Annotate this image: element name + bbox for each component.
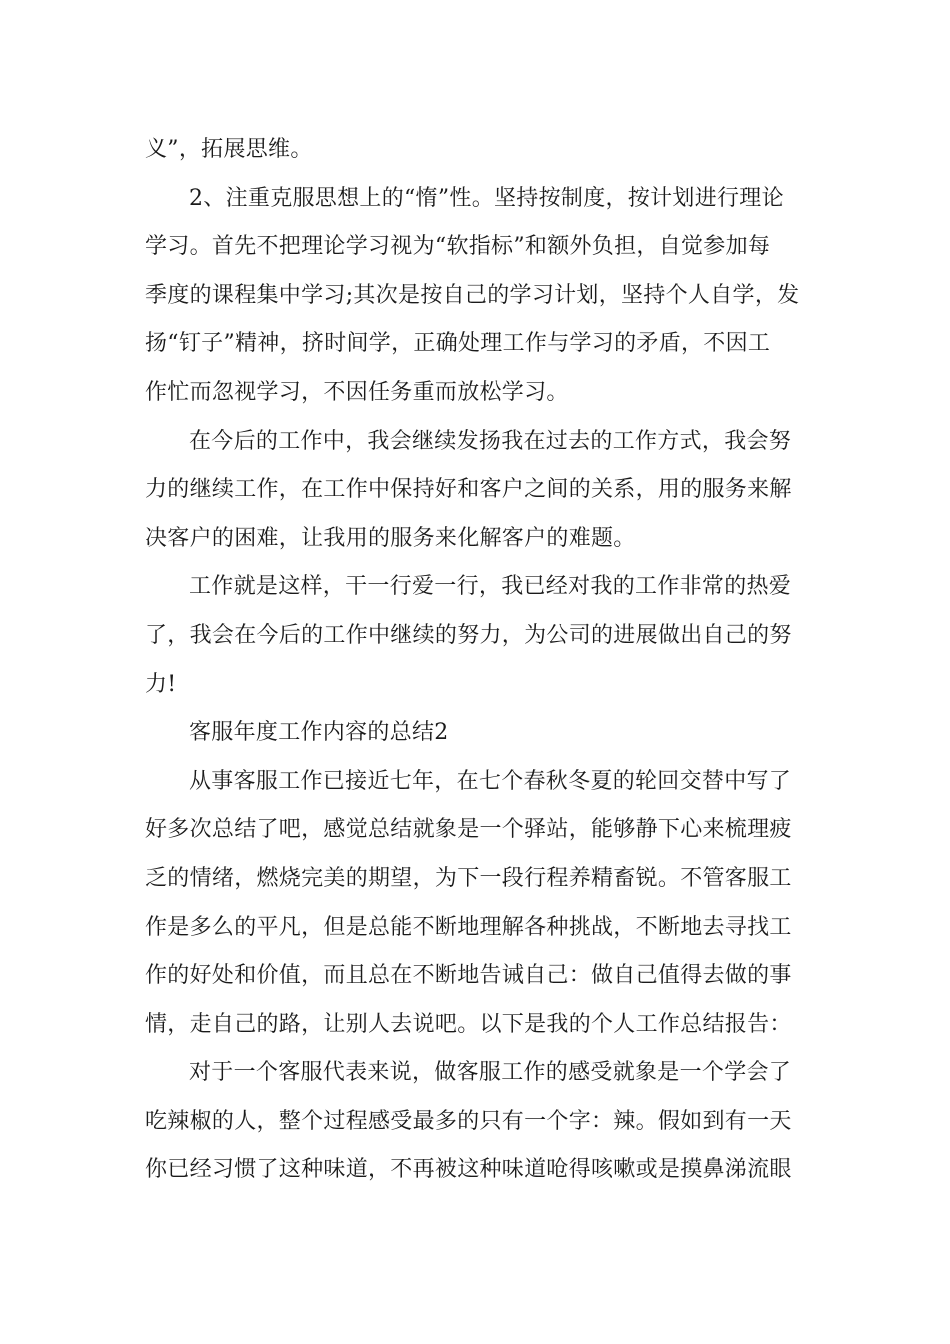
text-line: 2、注重克服思想上的“惰”性。坚持按制度，按计划进行理论: [189, 185, 784, 211]
text-line: 从事客服工作已接近七年，在七个春秋冬夏的轮回交替中写了: [189, 768, 792, 794]
text-line: 乏的情绪，燃烧完美的期望，为下一段行程养精畜锐。不管客服工: [145, 865, 792, 891]
text-line: 力的继续工作，在工作中保持好和客户之间的关系，用的服务来解: [145, 477, 792, 503]
section-heading: 客服年度工作内容的总结2: [189, 720, 449, 746]
text-line: 情，走自己的路，让别人去说吧。以下是我的个人工作总结报告：: [145, 1011, 792, 1037]
text-line: 好多次总结了吧，感觉总结就象是一个驿站，能够静下心来梳理疲: [145, 817, 792, 843]
document-body: [145, 126, 805, 1195]
text-line: 了，我会在今后的工作中继续的努力，为公司的进展做出自己的努: [145, 622, 792, 648]
text-line: 作忙而忽视学习，不因任务重而放松学习。: [145, 379, 569, 405]
text-line: 作是多么的平凡，但是总能不断地理解各种挑战，不断地去寻找工: [145, 914, 792, 940]
text-line: 在今后的工作中，我会继续发扬我在过去的工作方式，我会努: [189, 428, 792, 454]
text-line: 决客户的困难，让我用的服务来化解客户的难题。: [145, 525, 636, 551]
text-line: 力!: [145, 671, 177, 697]
text-line: 作的好处和价值，而且总在不断地告诫自己：做自己值得去做的事: [145, 963, 792, 989]
text-line: 对于一个客服代表来说，做客服工作的感受就象是一个学会了: [189, 1060, 792, 1086]
text-line: 季度的课程集中学习;其次是按自己的学习计划，坚持个人自学，发: [145, 282, 800, 308]
text-line: 学习。首先不把理论学习视为“软指标”和额外负担，自觉参加每: [145, 234, 771, 260]
text-line: 义”，拓展思维。: [145, 137, 313, 162]
text-line: 扬“钉子”精神，挤时间学，正确处理工作与学习的矛盾，不因工: [145, 331, 771, 357]
text-line: 吃辣椒的人，整个过程感受最多的只有一个字：辣。假如到有一天: [145, 1108, 792, 1134]
text-line: 工作就是这样，干一行爱一行，我已经对我的工作非常的热爱: [189, 574, 792, 600]
text-line: 你已经习惯了这种味道，不再被这种味道呛得咳嗽或是摸鼻涕流眼: [145, 1157, 792, 1183]
